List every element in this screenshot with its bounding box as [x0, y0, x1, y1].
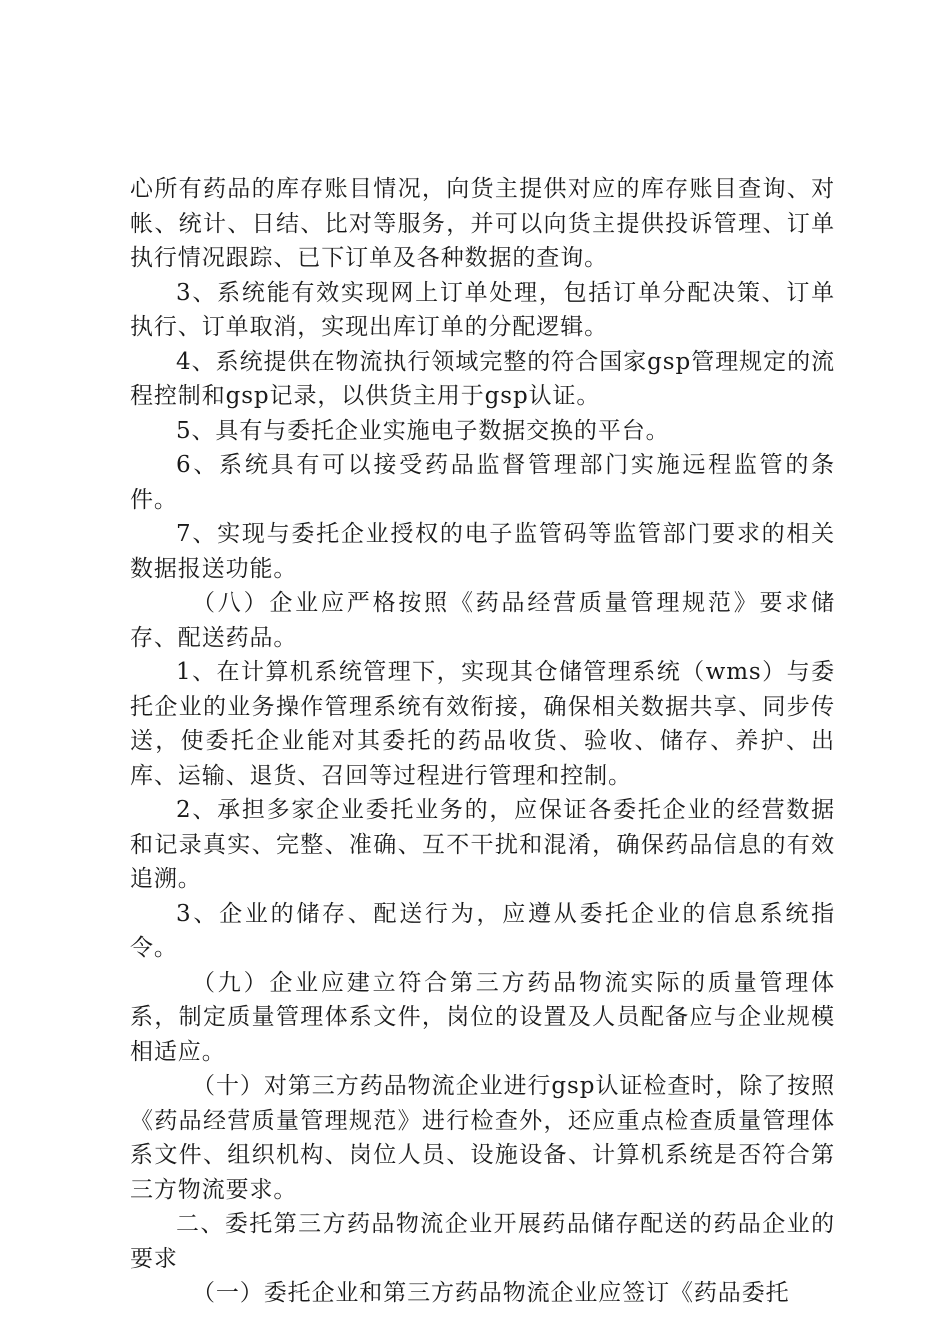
paragraph: 3、企业的储存、配送行为，应遵从委托企业的信息系统指令。	[130, 900, 835, 961]
section-heading: （九）企业应建立符合第三方药品物流实际的质量管理体系，制定质量管理体系文件，岗位的设置及人员配备应与企业规模相适应。	[130, 969, 835, 1065]
document-body	[130, 172, 835, 1311]
paragraph: 心所有药品的库存账目情况，向货主提供对应的库存账目查询、对帐、统计、日结、比对等服务，并可以向货主提供投诉管理、订单执行情况跟踪、已下订单及各种数据的查询。	[130, 176, 835, 271]
section-heading: （一）委托企业和第三方药品物流企业应签订《药品委托	[192, 1280, 790, 1306]
section-heading: （十）对第三方药品物流企业进行gsp认证检查时，除了按照《药品经营质量管理规范》进行检查外，还应重点检查质量管理体系文件、组织机构、岗位人员、设施设备、计算机系统是否符合第三方物流要求。	[130, 1073, 835, 1203]
paragraph: 6、系统具有可以接受药品监督管理部门实施远程监管的条件。	[130, 452, 835, 513]
paragraph: 5、具有与委托企业实施电子数据交换的平台。	[176, 417, 670, 444]
paragraph: 1、在计算机系统管理下，实现其仓储管理系统（wms）与委托企业的业务操作管理系统有效衔接，确保相关数据共享、同步传送，使委托企业能对其委托的药品收货、验收、储存、养护、出库、运输、退货、召回等过程进行管理和控制。	[130, 659, 835, 789]
chapter-heading: 二、委托第三方药品物流企业开展药品储存配送的药品企业的要求	[130, 1211, 835, 1272]
paragraph: 2、承担多家企业委托业务的，应保证各委托企业的经营数据和记录真实、完整、准确、互不干扰和混淆，确保药品信息的有效追溯。	[130, 797, 835, 892]
section-heading: （八）企业应严格按照《药品经营质量管理规范》要求储存、配送药品。	[130, 590, 835, 651]
paragraph: 7、实现与委托企业授权的电子监管码等监管部门要求的相关数据报送功能。	[130, 521, 835, 582]
paragraph: 3、系统能有效实现网上订单处理，包括订单分配决策、订单执行、订单取消，实现出库订单的分配逻辑。	[130, 279, 835, 340]
paragraph: 4、系统提供在物流执行领域完整的符合国家gsp管理规定的流程控制和gsp记录，以供货主用于gsp认证。	[130, 348, 835, 409]
